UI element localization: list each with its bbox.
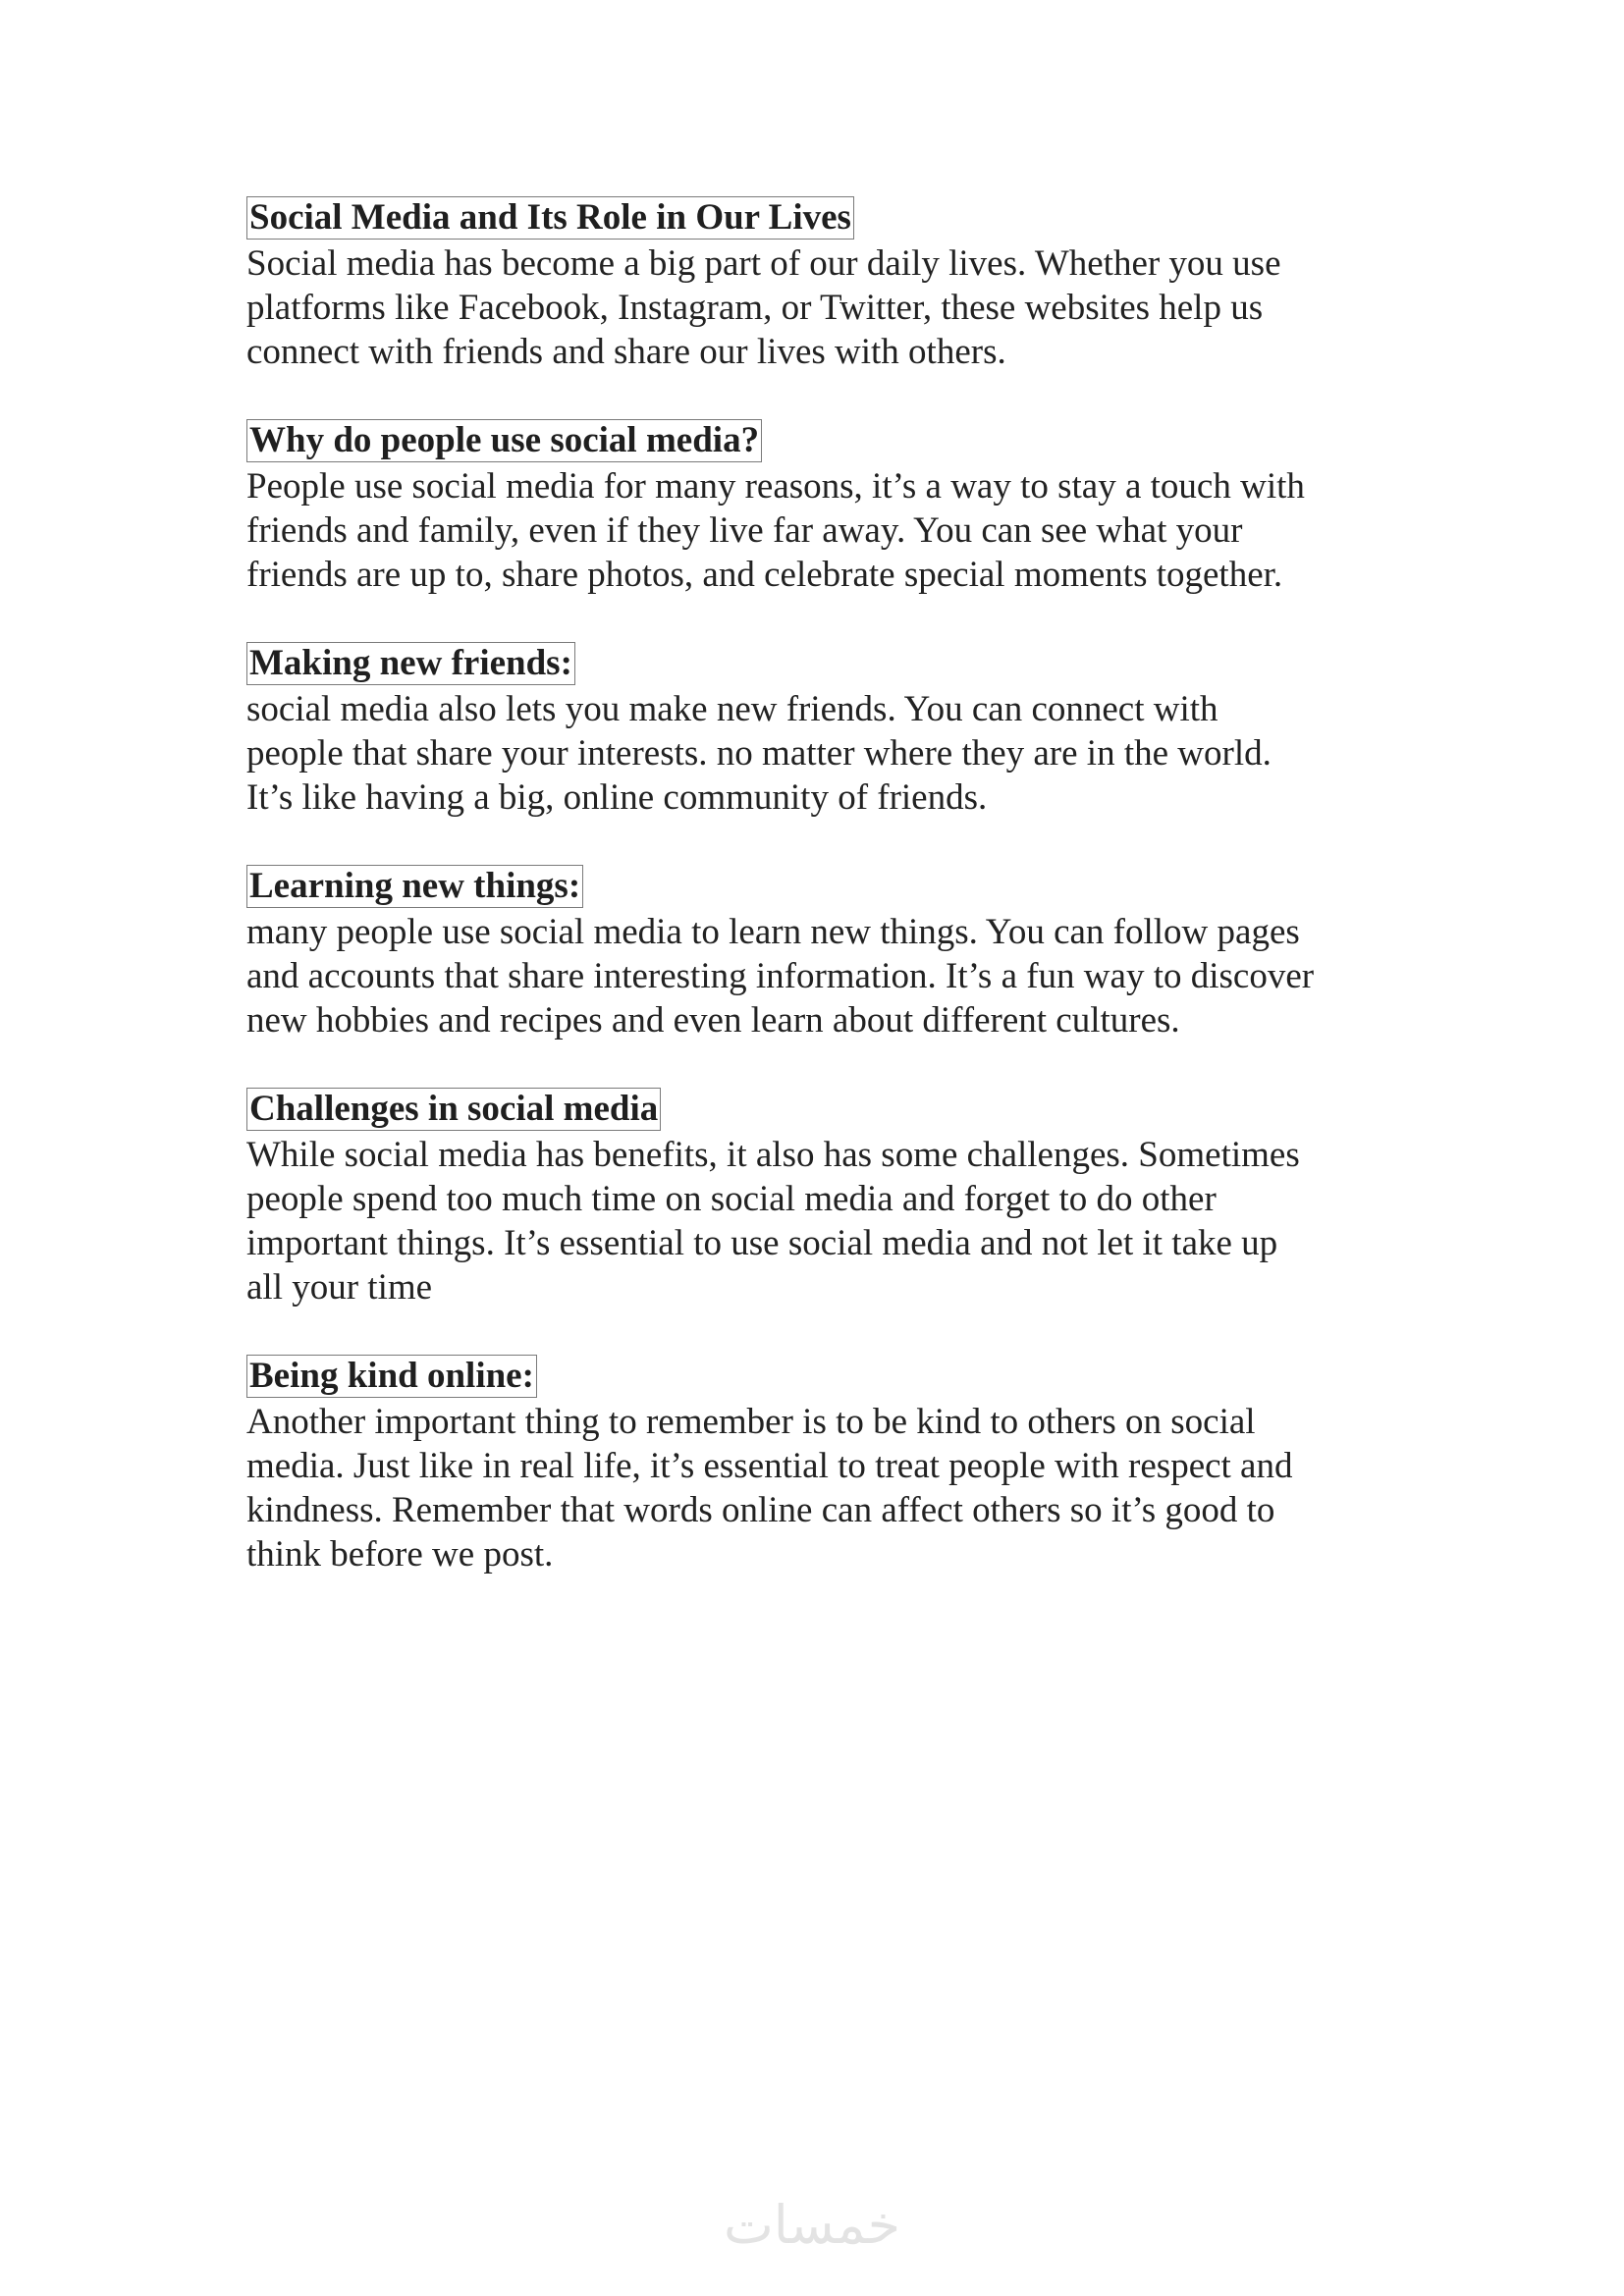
section-challenges — [246, 1088, 1405, 1309]
body-line: and accounts that share interesting information. It’s a fun way to discover — [246, 956, 1315, 996]
body-line: People use social media for many reasons, it’s a way to stay a touch with — [246, 466, 1305, 507]
body-line: platforms like Facebook, Instagram, or Twitter, these websites help us — [246, 288, 1264, 328]
body-line: many people use social media to learn new things. You can follow pages — [246, 912, 1300, 952]
body-line: Social media has become a big part of our daily lives. Whether you use — [246, 243, 1281, 284]
section-body — [246, 464, 1405, 597]
body-line: new hobbies and recipes and even learn about different cultures. — [246, 1000, 1180, 1041]
section-why-use — [246, 419, 1405, 597]
section-heading: Learning new things: — [246, 865, 583, 908]
section-body — [246, 910, 1405, 1042]
section-body — [246, 241, 1405, 374]
body-line: important things. It’s essential to use social media and not let it take up — [246, 1223, 1278, 1263]
body-line: kindness. Remember that words online can affect others so it’s good to — [246, 1490, 1275, 1530]
document-page — [246, 196, 1405, 1622]
section-heading: Making new friends: — [246, 642, 575, 685]
section-heading: Challenges in social media — [246, 1088, 661, 1131]
body-line: friends and family, even if they live far away. You can see what your — [246, 510, 1243, 551]
body-line: connect with friends and share our lives with others. — [246, 332, 1006, 372]
body-line: people spend too much time on social media and forget to do other — [246, 1179, 1217, 1219]
body-line: people that share your interests. no matter where they are in the world. — [246, 733, 1272, 774]
body-line: While social media has benefits, it also has some challenges. Sometimes — [246, 1135, 1300, 1175]
section-learning — [246, 865, 1405, 1042]
section-body — [246, 687, 1405, 820]
section-heading: Why do people use social media? — [246, 419, 762, 462]
section-intro — [246, 196, 1405, 374]
section-new-friends — [246, 642, 1405, 820]
body-line: media. Just like in real life, it’s essential to treat people with respect and — [246, 1446, 1293, 1486]
body-line: social media also lets you make new friends. You can connect with — [246, 689, 1218, 729]
section-heading: Social Media and Its Role in Our Lives — [246, 196, 854, 240]
body-line: Another important thing to remember is to be kind to others on social — [246, 1402, 1256, 1442]
section-body — [246, 1400, 1405, 1576]
body-line: think before we post. — [246, 1534, 554, 1575]
section-kindness — [246, 1355, 1405, 1576]
body-line: It’s like having a big, online community of friends. — [246, 777, 988, 818]
watermark-logo: خمسات — [723, 2194, 901, 2256]
body-line: friends are up to, share photos, and celebrate special moments together. — [246, 555, 1283, 595]
section-body — [246, 1133, 1405, 1309]
section-heading: Being kind online: — [246, 1355, 537, 1398]
body-line: all your time — [246, 1267, 433, 1308]
